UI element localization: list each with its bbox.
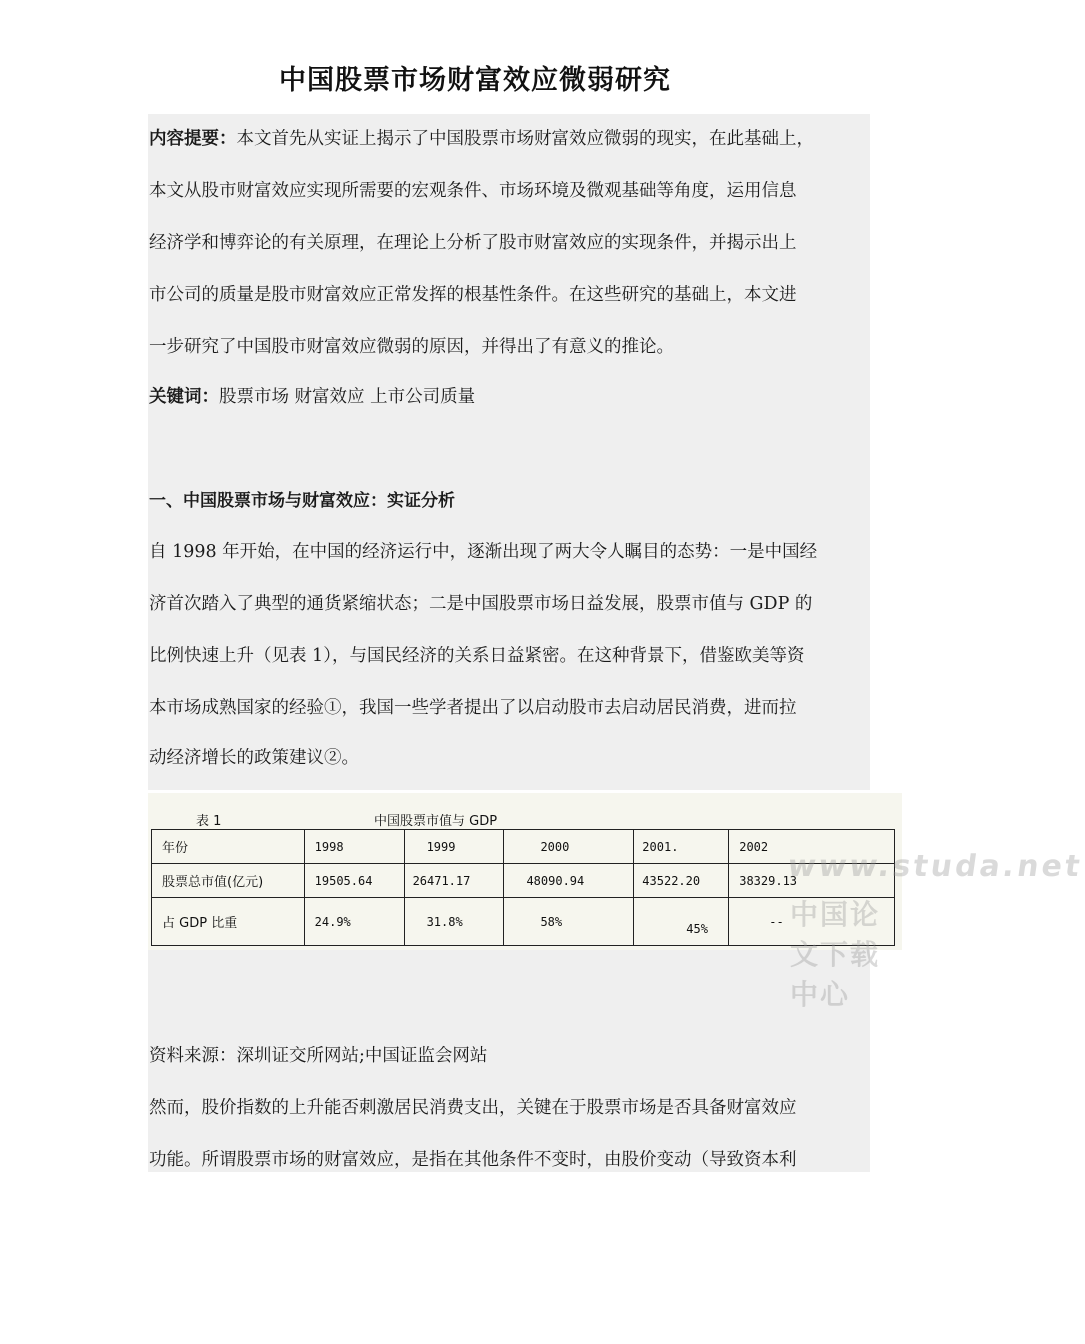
table-cell: 43522.20: [634, 864, 729, 898]
table-label: 表 1: [196, 814, 222, 829]
abstract-line: [149, 127, 871, 151]
keywords-line: [149, 385, 871, 409]
document-title: 中国股票市场财富效应微弱研究: [279, 65, 671, 96]
data-table: [151, 829, 895, 946]
table-cell: 19505.64: [304, 864, 404, 898]
body-line: 动经济增长的政策建议②。: [149, 748, 359, 768]
abstract-line: 经济学和博弈论的有关原理，在理论上分析了股市财富效应的实现条件，并揭示出上: [149, 233, 797, 253]
table-cell: --: [729, 898, 895, 946]
table-cell: 48090.94: [504, 864, 634, 898]
keywords-label: 关键词：: [149, 387, 219, 407]
abstract-line: 本文从股市财富效应实现所需要的宏观条件、市场环境及微观基础等角度，运用信息: [149, 181, 797, 201]
table-row: [152, 864, 895, 898]
table-row: [152, 898, 895, 946]
body-line: 自 1998 年开始，在中国的经济运行中，逐渐出现了两大令人瞩目的态势：一是中国经: [149, 542, 818, 562]
body-line: 然而，股价指数的上升能否刺激居民消费支出，关键在于股票市场是否具备财富效应: [149, 1098, 797, 1118]
abstract-text: 本文首先从实证上揭示了中国股票市场财富效应微弱的现实，在此基础上，: [236, 129, 814, 149]
table-cell: 24.9%: [304, 898, 404, 946]
body-line: 比例快速上升（见表 1），与国民经济的关系日益紧密。在这种背景下，借鉴欧美等资: [149, 646, 805, 666]
table-cell: 年份: [152, 830, 305, 864]
table-cell: 2001.: [634, 830, 729, 864]
table-cell: 股票总市值(亿元): [152, 864, 305, 898]
body-line: 济首次踏入了典型的通货紧缩状态；二是中国股票市场日益发展，股票市值与 GDP 的: [149, 594, 813, 614]
body-line: 本市场成熟国家的经验①，我国一些学者提出了以启动股市去启动居民消费，进而拉: [149, 698, 797, 718]
keywords-text: 股票市场 财富效应 上市公司质量: [219, 387, 476, 407]
table-cell: 45%: [634, 898, 729, 946]
table-cell: 58%: [504, 898, 634, 946]
table-figure: [148, 793, 1085, 1011]
table-cell: 1998: [304, 830, 404, 864]
abstract-background: [148, 114, 870, 790]
table-cell: 1999: [404, 830, 504, 864]
body-line: 功能。所谓股票市场的财富效应，是指在其他条件不变时，由股价变动（导致资本利: [149, 1150, 797, 1170]
table-caption: 中国股票市值与 GDP: [374, 814, 498, 829]
table-row: [152, 830, 895, 864]
watermark-url: www.studa.net: [785, 849, 1085, 884]
table-cell: 26471.17: [404, 864, 504, 898]
section-heading: 一、中国股票市场与财富效应：实证分析: [149, 491, 455, 511]
table-cell: 2002: [729, 830, 895, 864]
source-note: 资料来源：深圳证交所网站;中国证监会网站: [149, 1046, 488, 1066]
table-cell: 2000: [504, 830, 634, 864]
table-cell: 31.8%: [404, 898, 504, 946]
abstract-line: 市公司的质量是股市财富效应正常发挥的根基性条件。在这些研究的基础上，本文进: [149, 285, 797, 305]
table-cell: 占 GDP 比重: [152, 898, 305, 946]
abstract-line: 一步研究了中国股市财富效应微弱的原因，并得出了有意义的推论。: [149, 337, 674, 357]
abstract-label: 内容提要：: [149, 129, 237, 149]
table-cell: 38329.13: [729, 864, 895, 898]
watermark-site-name: 中国论文下载中心: [790, 898, 881, 1011]
